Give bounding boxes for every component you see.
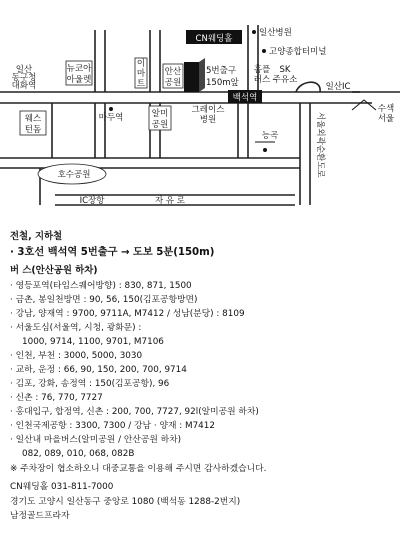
- svg-text:병원: 병원: [199, 115, 217, 125]
- svg-text:뉴코아: 뉴코아: [66, 64, 92, 74]
- svg-text:알미: 알미: [151, 109, 169, 119]
- station-marker: [228, 90, 262, 103]
- svg-text:웨스: 웨스: [24, 114, 42, 124]
- list-item: 082, 089, 010, 068, 082B: [22, 449, 135, 459]
- venue-marker: [184, 30, 242, 92]
- svg-text:고양종합터미널: 고양종합터미널: [269, 47, 327, 57]
- bus-title: 버 스(안산공원 하차): [10, 265, 98, 276]
- svg-text:일산: 일산: [15, 65, 33, 75]
- svg-text:서울외곽순환도로: 서울외곽순환도로: [315, 112, 325, 178]
- svg-text:턴돔: 턴돔: [24, 125, 42, 135]
- svg-text:마: 마: [136, 69, 146, 79]
- list-item: · 김포, 강화, 송정역 : 150(김포공항), 96: [10, 379, 170, 389]
- list-item: · 신촌 : 76, 770, 7727: [10, 393, 103, 403]
- subway-line: · 3호선 백석역 5번출구 → 도보 5분(150m): [10, 247, 215, 258]
- svg-text:아울렛: 아울렛: [66, 75, 92, 85]
- list-item: · 강남, 양재역 : 9700, 9711A, M7412 / 성남(분당) : 8109: [10, 309, 245, 319]
- contact-phone: CN웨딩홀 031-811-7000: [10, 482, 114, 492]
- svg-text:능곡: 능곡: [261, 131, 279, 141]
- svg-text:트: 트: [136, 79, 146, 89]
- list-item: · 일산내 마을버스(알미공원 / 안산공원 하차): [10, 435, 182, 445]
- svg-text:공원: 공원: [151, 120, 169, 130]
- list-item: · 홍대입구, 합정역, 신촌 : 200, 700, 7727, 92l(알미공원 하차): [10, 407, 259, 417]
- list-item: · 인천국제공항 : 3300, 7300 / 강남 · 양재 : M7412: [10, 421, 215, 431]
- list-item: · 영등포역(타임스퀘어방향) : 830, 871, 1500: [10, 281, 192, 291]
- svg-text:5번출구: 5번출구: [206, 66, 237, 76]
- svg-text:안산: 안산: [164, 67, 182, 77]
- list-item: · 금촌, 봉일천방면 : 90, 56, 150(김포공항방면): [10, 295, 198, 305]
- location-map: [0, 0, 400, 225]
- svg-text:CN웨딩홀: CN웨딩홀: [195, 34, 233, 44]
- parking-note: ※ 주차장이 협소하오니 대중교통을 이용해 주시면 감사하겠습니다.: [10, 464, 267, 474]
- svg-text:백석역: 백석역: [232, 93, 258, 103]
- svg-text:일산병원: 일산병원: [259, 28, 292, 38]
- svg-text:자 유 로: 자 유 로: [154, 196, 186, 206]
- svg-text:동구청: 동구청: [11, 73, 37, 83]
- svg-text:호수공원: 호수공원: [57, 170, 91, 180]
- svg-text:서울: 서울: [377, 114, 395, 124]
- svg-text:공원: 공원: [164, 78, 182, 88]
- list-item: 1000, 9714, 1100, 9701, M7106: [22, 337, 164, 347]
- svg-text:그레이스: 그레이스: [191, 105, 225, 115]
- svg-text:러스: 러스: [253, 75, 271, 85]
- svg-text:마두역: 마두역: [98, 113, 124, 123]
- svg-text:SK: SK: [279, 65, 291, 75]
- svg-text:홈플: 홈플: [253, 65, 271, 75]
- svg-text:일산IC: 일산IC: [325, 82, 351, 92]
- svg-text:IC장항: IC장항: [79, 196, 105, 206]
- transit-title: 전철, 지하철: [10, 231, 63, 242]
- list-item: · 교하, 운정 : 66, 90, 150, 200, 700, 9714: [10, 365, 187, 375]
- svg-text:이: 이: [136, 59, 146, 69]
- svg-text:대화역: 대화역: [11, 81, 37, 91]
- svg-text:수색: 수색: [377, 104, 395, 114]
- building-name: 남정골드프라자: [10, 511, 70, 521]
- address: 경기도 고양시 일산동구 중앙로 1080 (백석동 1288-2번지): [10, 497, 241, 507]
- list-item: · 인천, 부천 : 3000, 5000, 3030: [10, 351, 143, 361]
- svg-text:주유소: 주유소: [272, 75, 298, 85]
- list-item: · 서울도심(서울역, 시청, 광화문) :: [10, 323, 142, 333]
- svg-text:150m앞: 150m앞: [206, 78, 239, 88]
